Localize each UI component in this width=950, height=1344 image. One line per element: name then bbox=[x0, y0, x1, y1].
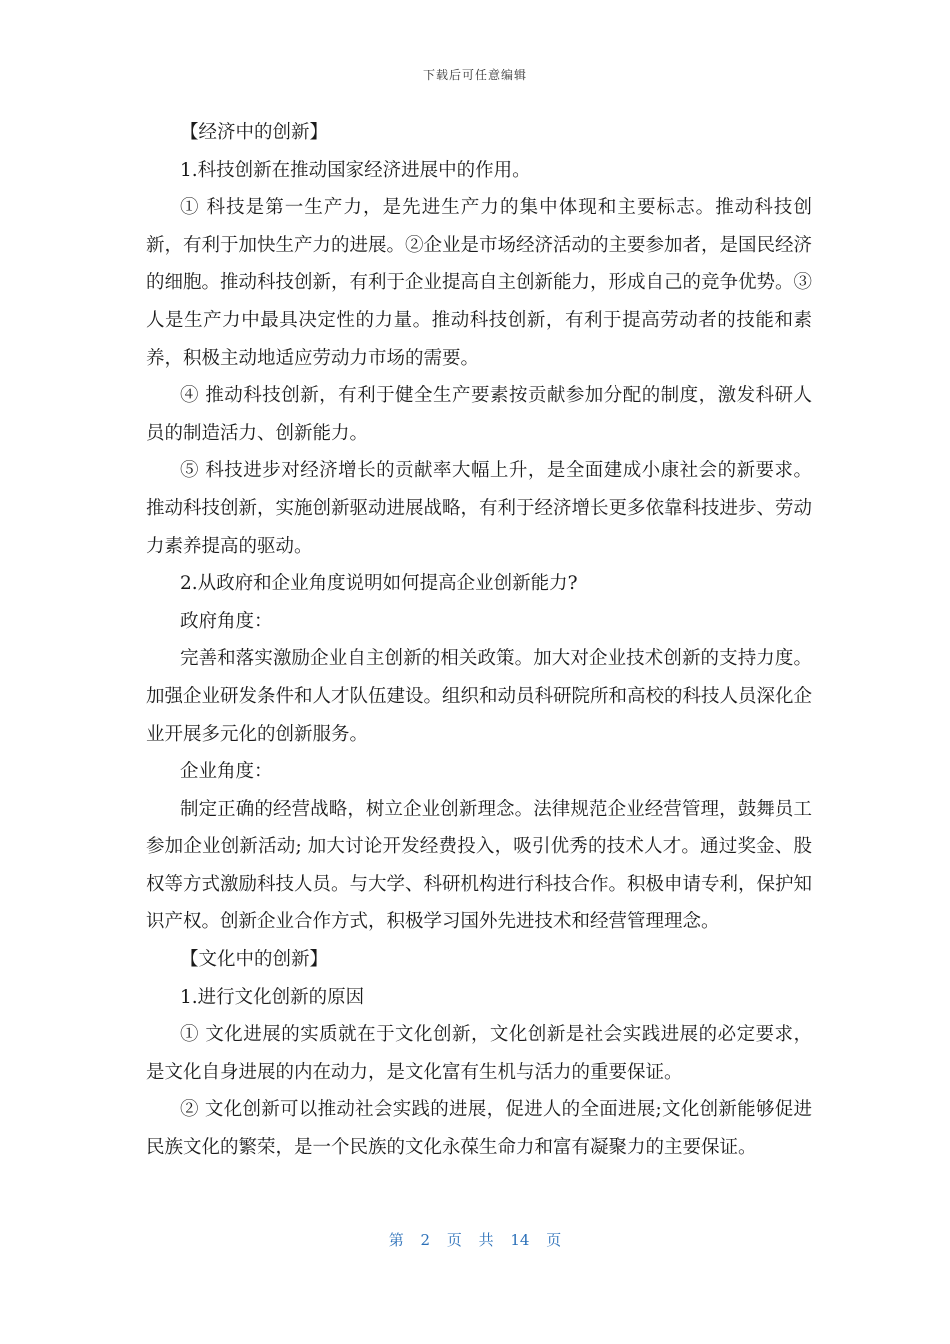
page-number-footer: 第 2 页 共 14 页 bbox=[388, 1231, 562, 1249]
document-body bbox=[146, 114, 812, 1167]
question-1-title: 1.科技创新在推动国家经济进展中的作用。 bbox=[180, 159, 531, 181]
section-heading-culture: 【文化中的创新】 bbox=[180, 949, 329, 971]
government-heading: 政府角度： bbox=[180, 610, 273, 632]
paragraph-point-4: ④ 推动科技创新，有利于健全生产要素按贡献参加分配的制度，激发科研人员的制造活力、创新能力。 bbox=[146, 385, 812, 444]
culture-question-1-title: 1.进行文化创新的原因 bbox=[180, 986, 365, 1008]
question-2-title: 2.从政府和企业角度说明如何提高企业创新能力? bbox=[180, 573, 578, 595]
paragraph-points-1-3: ① 科技是第一生产力，是先进生产力的集中体现和主要标志。推动科技创新，有利于加快生产力的进展。②企业是市场经济活动的主要参加者，是国民经济的细胞。推动科技创新，有利于企业提高自主创新能力，形成自己的竞争优势。③人是生产力中最具决定性的力量。推动科技创新，有利于提高劳动者的技能和素养，积极主动地适应劳动力市场的需要。 bbox=[146, 197, 813, 369]
government-paragraph: 完善和落实激励企业自主创新的相关政策。加大对企业技术创新的支持力度。加强企业研发条件和人才队伍建设。组织和动员科研院所和高校的科技人员深化企业开展多元化的创新服务。 bbox=[146, 648, 813, 745]
paragraph-point-5: ⑤ 科技进步对经济增长的贡献率大幅上升，是全面建成小康社会的新要求。推动科技创新，实施创新驱动进展战略，有利于经济增长更多依靠科技进步、劳动力素养提高的驱动。 bbox=[146, 460, 813, 557]
page-header: 下载后可任意编辑 bbox=[422, 68, 527, 82]
section-heading-economy: 【经济中的创新】 bbox=[180, 122, 329, 143]
culture-point-1: ① 文化进展的实质就在于文化创新，文化创新是社会实践进展的必定要求，是文化自身进展的内在动力，是文化富有生机与活力的重要保证。 bbox=[146, 1024, 812, 1083]
enterprise-heading: 企业角度： bbox=[180, 761, 273, 783]
culture-point-2: ② 文化创新可以推动社会实践的进展，促进人的全面进展;文化创新能够促进民族文化的繁荣，是一个民族的文化永葆生命力和富有凝聚力的主要保证。 bbox=[146, 1099, 812, 1159]
enterprise-paragraph: 制定正确的经营战略，树立企业创新理念。法律规范企业经营管理，鼓舞员工参加企业创新活动; 加大讨论开发经费投入，吸引优秀的技术人才。通过奖金、股权等方式激励科技人员。与大学、科研机构进行科技合作。积极申请专利，保护知识产权。创新企业合作方式，积极学习国外先进技术和经营管理理念。 bbox=[146, 798, 813, 933]
